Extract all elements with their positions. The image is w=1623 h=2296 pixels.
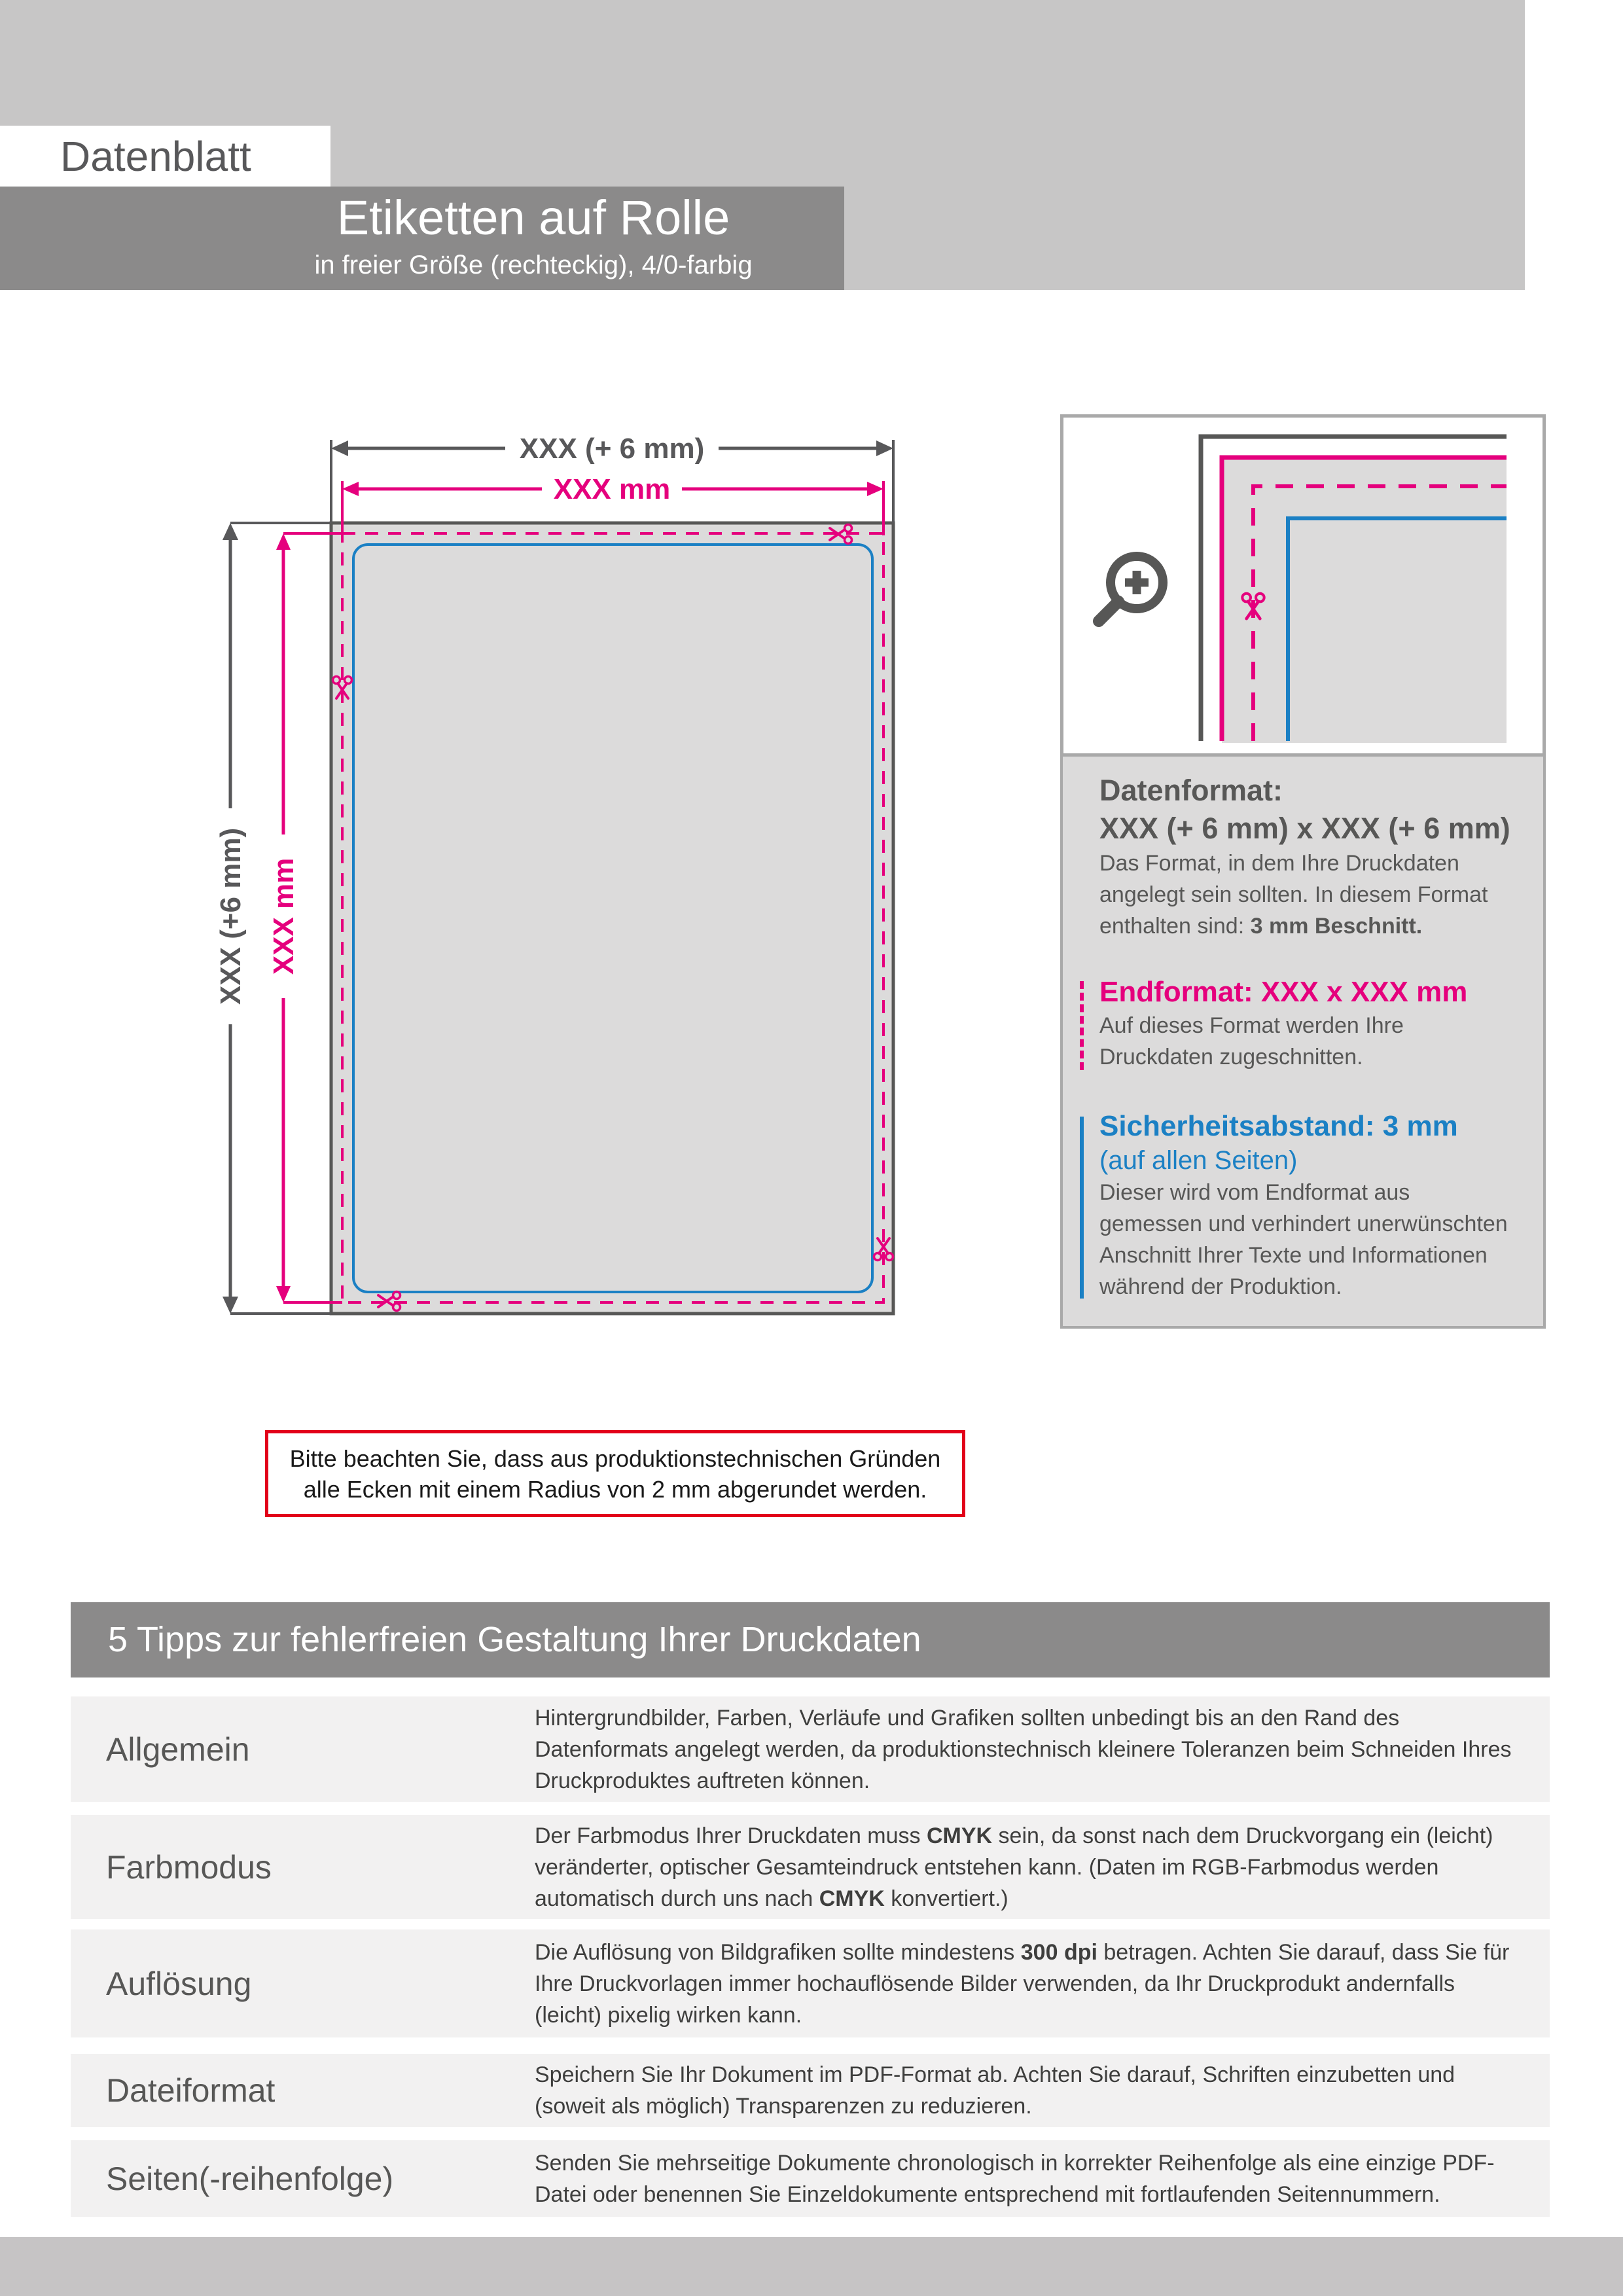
safety-blue-rule: [1080, 1117, 1084, 1299]
tip-row-dateiformat: [71, 2054, 1550, 2127]
label-format-diagram: [196, 406, 1021, 1427]
zoom-in-icon: [1099, 556, 1163, 621]
tip-label: Auflösung: [106, 1965, 252, 2002]
datenblatt-label-box: [0, 126, 330, 187]
tip-label: Allgemein: [106, 1731, 250, 1768]
endformat-description: Auf dieses Format werden Ihre Druckdaten zugeschnitten.: [1099, 1013, 1404, 1069]
dim-outer-width-label: XXX (+ 6 mm): [519, 433, 705, 465]
tip-row-farbmodus: [71, 1815, 1550, 1919]
tip-label: Seiten(-reihenfolge): [106, 2160, 394, 2197]
endformat-heading: Endformat: XXX x XXX mm: [1099, 976, 1468, 1008]
tips-header-band: [71, 1602, 1550, 1677]
tip-text: Die Auflösung von Bildgrafiken sollte mindestens 300 dpi betragen. Achten Sie darauf, dass Sie für Ihre Druckvorlagen immer hochauflösende Bilder verwenden, da Ihr Druckprodukt andernfalls (leicht) pixelig wirken kann.: [535, 1939, 1510, 2028]
note-line-1: Bitte beachten Sie, dass aus produktionstechnischen Gründen: [289, 1444, 941, 1472]
dim-inner-width-label: XXX mm: [553, 473, 671, 505]
page-subtitle: in freier Größe (rechteckig), 4/0-farbig: [314, 251, 753, 279]
datenformat-rect: [331, 523, 893, 1314]
tip-label: Farbmodus: [106, 1848, 272, 1886]
corner-detail-drawing: [1063, 418, 1543, 753]
corner-detail-panel: [1060, 414, 1546, 757]
safety-subheading: (auf allen Seiten): [1099, 1146, 1298, 1175]
tip-text: Senden Sie mehrseitige Dokumente chronologisch in korrekter Reihenfolge als eine einzige PDF-Datei oder benennen Sie Einzeldokumente entsprechend mit fortlaufenden Seitennummern.: [535, 2150, 1495, 2207]
tip-label: Dateiformat: [106, 2072, 276, 2109]
dim-outer-height-label: XXX (+6 mm): [215, 827, 247, 1005]
tip-row-allgemein: [71, 1696, 1550, 1802]
datenformat-value: XXX (+ 6 mm) x XXX (+ 6 mm): [1099, 812, 1510, 845]
footer-band: [0, 2237, 1623, 2296]
datenblatt-label: Datenblatt: [60, 133, 251, 180]
tip-row-aufloesung: [71, 1929, 1550, 2037]
page-title: Etiketten auf Rolle: [336, 190, 730, 245]
tip-text: Hintergrundbilder, Farben, Verläufe und Grafiken sollten unbedingt bis an den Rand des Datenformats angelegt werden, da produktionstechnisch kleinere Toleranzen beim Schneiden Ihres Druckproduktes auftreten können.: [535, 1705, 1512, 1793]
corner-radius-note: [265, 1430, 965, 1517]
safety-heading: Sicherheitsabstand: 3 mm: [1099, 1110, 1458, 1142]
safety-description: Dieser wird vom Endformat aus gemessen und verhindert unerwünschten Anschnitt Ihrer Texte und Informationen während der Produktion.: [1099, 1180, 1508, 1299]
note-line-2: alle Ecken mit einem Radius von 2 mm abgerundet werden.: [303, 1475, 927, 1503]
tip-text: Speichern Sie Ihr Dokument im PDF-Format ab. Achten Sie darauf, Schriften einzubetten und (soweit als möglich) Transparenzen zu reduzieren.: [535, 2062, 1455, 2119]
datenformat-description: Das Format, in dem Ihre Druckdaten angelegt sein sollten. In diesem Format enthalten sind: 3 mm Beschnitt.: [1099, 851, 1488, 939]
tip-row-seitenreihenfolge: [71, 2140, 1550, 2217]
format-info-box: [1060, 757, 1546, 1329]
tip-text: Der Farbmodus Ihrer Druckdaten muss CMYK sein, da sonst nach dem Druckvorgang ein (leicht) veränderter, optischer Gesamteindruck entstehen kann. (Daten im RGB-Farbmodus werden automatisch durch uns nach CMYK konvertiert.): [535, 1823, 1493, 1911]
endformat-dashed-rule: [1080, 981, 1084, 1070]
datenformat-heading: Datenformat:: [1099, 774, 1283, 807]
dim-inner-height-label: XXX mm: [268, 857, 300, 975]
title-band: [0, 187, 844, 290]
tips-title: 5 Tipps zur fehlerfreien Gestaltung Ihrer Druckdaten: [108, 1620, 921, 1659]
